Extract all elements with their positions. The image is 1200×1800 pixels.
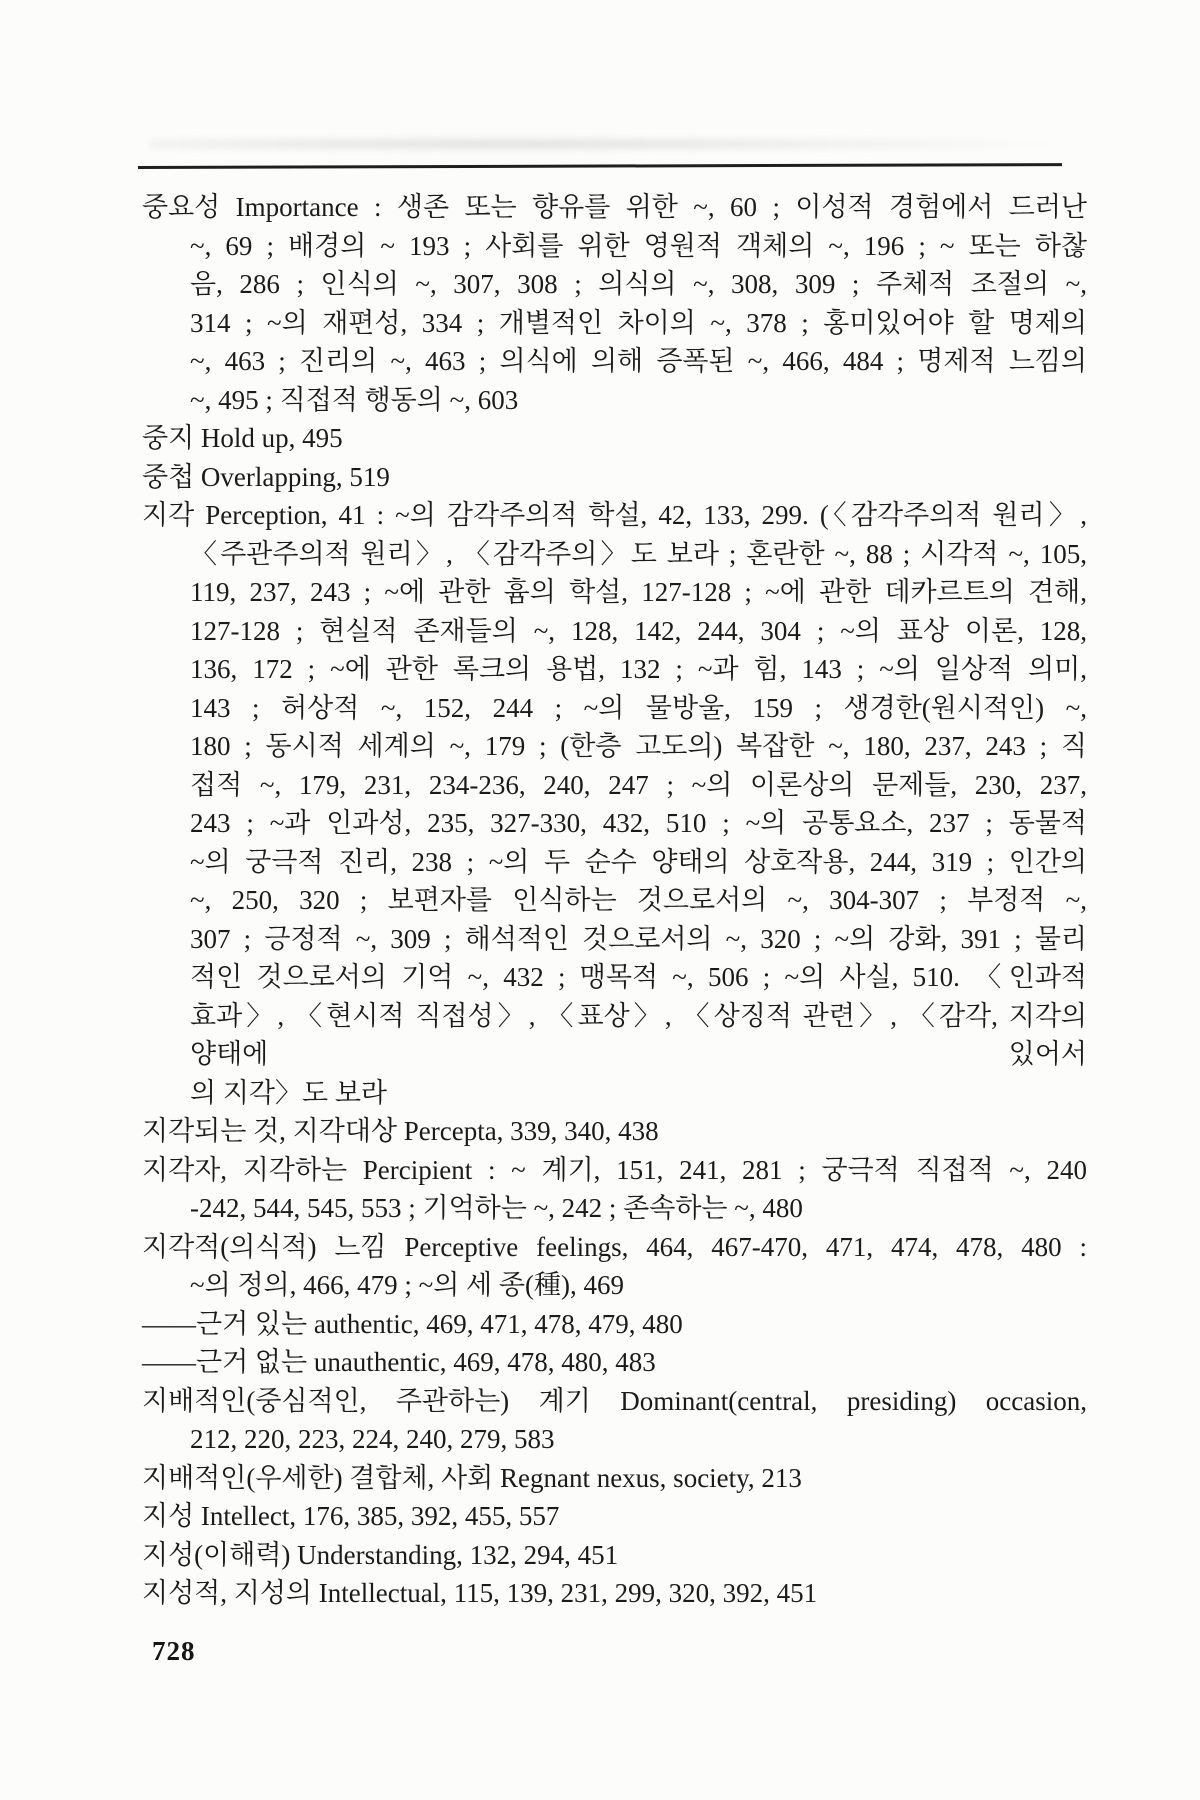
index-line: 127-128 ; 현실적 존재들의 ~, 128, 142, 244, 304 ; ~의 표상 이론, 128, [190,615,1087,646]
index-line: 음, 286 ; 인식의 ~, 307, 308 ; 의식의 ~, 308, 309 ; 주체적 조절의 ~, [190,269,1087,299]
index-line: ——근거 없는 unauthentic, 469, 478, 480, 483 [142,1347,656,1377]
index-line: ~, 463 ; 진리의 ~, 463 ; 의식에 의해 증폭된 ~, 466, 484 ; 명제적 느낌의 [190,346,1087,376]
index-line: 〈주관주의적 원리〉, 〈감각주의〉도 보라 ; 혼란한 ~, 88 ; 시각적 ~, 105, [190,538,1087,569]
index-line: 지성(이해력) Understanding, 132, 294, 451 [142,1539,619,1570]
scan-smudge-artifact [150,136,1050,152]
index-line: 307 ; 긍정적 ~, 309 ; 해석적인 것으로서의 ~, 320 ; ~의 강화, 391 ; 물리 [190,923,1087,954]
index-line: 지각 Perception, 41 : ~의 감각주의적 학설, 42, 133, 299. (〈감각주의적 원리〉, [142,500,1087,530]
index-entries [142,188,1087,1613]
index-line: 적인 것으로서의 기억 ~, 432 ; 맹목적 ~, 506 ; ~의 사실, 510. 〈인과적 [190,962,1087,992]
index-line: 의 지각〉도 보라 [190,1077,387,1108]
header-rule [138,163,1062,169]
index-line: 지성적, 지성의 Intellectual, 115, 139, 231, 299, 320, 392, 451 [142,1578,818,1608]
index-line: 지성 Intellect, 176, 385, 392, 455, 557 [142,1501,560,1531]
index-line: 지각적(의식적) 느낌 Perceptive feelings, 464, 467-470, 471, 474, 478, 480 : [142,1231,1087,1262]
index-line: 212, 220, 223, 224, 240, 279, 583 [190,1424,555,1454]
index-line: 314 ; ~의 재편성, 334 ; 개별적인 차이의 ~, 378 ; 홍미있어야 할 명제의 [190,307,1087,338]
index-line: 180 ; 동시적 세계의 ~, 179 ; (한층 고도의) 복잡한 ~, 180, 237, 243 ; 직 [190,731,1087,761]
index-line: -242, 544, 545, 553 ; 기억하는 ~, 242 ; 존속하는 ~, 480 [190,1193,803,1223]
page-number: 728 [152,1636,196,1666]
index-line: ~, 250, 320 ; 보편자를 인식하는 것으로서의 ~, 304-307 ; 부정적 ~, [190,885,1087,915]
index-line: ~, 69 ; 배경의 ~ 193 ; 사회를 위한 영원적 객체의 ~, 196 ; ~ 또는 하찮 [190,230,1087,261]
index-line: 지각되는 것, 지각대상 Percepta, 339, 340, 438 [142,1116,659,1146]
index-line: 지각자, 지각하는 Percipient : ~ 계기, 151, 241, 281 ; 궁극적 직접적 ~, 240 [142,1154,1087,1185]
index-line: 143 ; 허상적 ~, 152, 244 ; ~의 물방울, 159 ; 생경한(원시적인) ~, [190,692,1087,723]
index-line: 지배적인(중심적인, 주관하는) 계기 Dominant(central, presiding) occasion, [142,1385,1087,1416]
index-line: 접적 ~, 179, 231, 234-236, 240, 247 ; ~의 이론상의 문제들, 230, 237, [190,769,1087,800]
index-line: ——근거 있는 authentic, 469, 471, 478, 479, 480 [142,1308,683,1339]
index-line: ~의 궁극적 진리, 238 ; ~의 두 순수 양태의 상호작용, 244, 319 ; 인간의 [190,846,1087,877]
index-line: 243 ; ~과 인과성, 235, 327-330, 432, 510 ; ~의 공통요소, 237 ; 동물적 [190,808,1087,838]
index-line: 지배적인(우세한) 결합체, 사회 Regnant nexus, society, 213 [142,1462,802,1493]
index-line: 중지 Hold up, 495 [142,423,343,453]
index-line: ~의 정의, 466, 479 ; ~의 세 종(種), 469 [190,1270,624,1300]
index-line: 119, 237, 243 ; ~에 관한 흄의 학설, 127-128 ; ~에 관한 데카르트의 견해, [190,577,1087,607]
index-line: 효과〉, 〈현시적 직접성〉, 〈표상〉, 〈상징적 관련〉, 〈감각, 지각의 양태에 있어서 [190,1000,1087,1069]
index-line: 중요성 Importance : 생존 또는 향유를 위한 ~, 60 ; 이성적 경험에서 드러난 [142,192,1087,222]
index-line: 136, 172 ; ~에 관한 록크의 용법, 132 ; ~과 힘, 143 ; ~의 일상적 의미, [190,654,1087,684]
index-line: ~, 495 ; 직접적 행동의 ~, 603 [190,384,519,415]
index-line: 중첩 Overlapping, 519 [142,461,390,492]
